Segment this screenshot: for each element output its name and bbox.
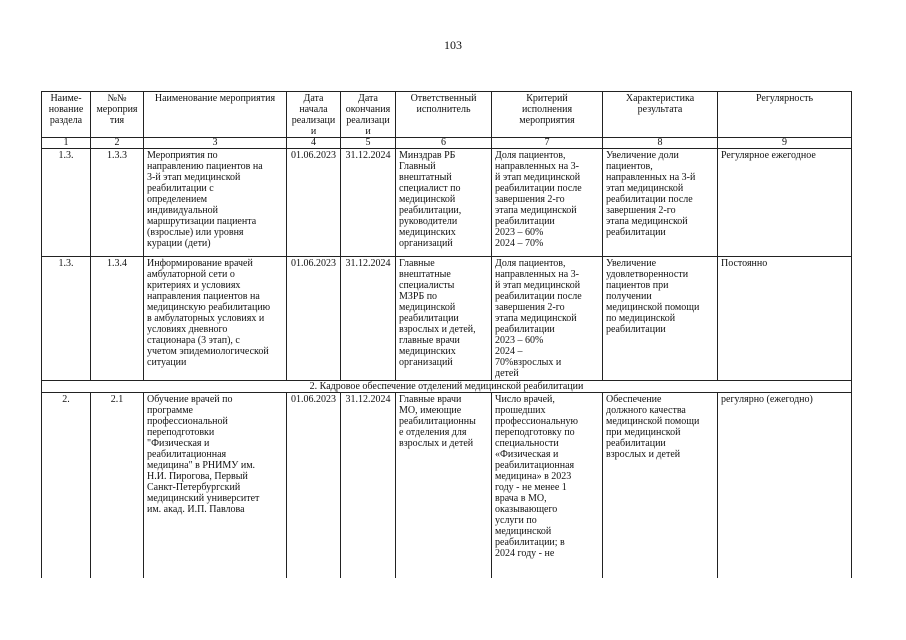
column-number: 3 — [144, 138, 287, 149]
result-cell: Увеличение удовлетворенности пациентов при получении медицинской помощи по медицинской реабилитации — [603, 257, 718, 381]
end-date-cell: 31.12.2024 — [341, 149, 396, 257]
column-number-row — [42, 138, 852, 149]
start-date-cell: 01.06.2023 — [287, 393, 341, 579]
responsible-cell: Главные внештатные специалисты МЗРБ по медицинской реабилитации взрослых и детей, главные врачи медицинских организаций — [396, 257, 492, 381]
header-result: Характеристика результата — [603, 92, 718, 138]
table-header-row — [42, 92, 852, 138]
section-title-row — [42, 381, 852, 393]
section-cell: 1.3. — [42, 257, 91, 381]
section-cell: 2. — [42, 393, 91, 579]
action-plan-table — [41, 91, 852, 578]
column-number: 6 — [396, 138, 492, 149]
header-event-name: Наименование мероприятия — [144, 92, 287, 138]
result-cell: Увеличение доли пациентов, направленных на 3-й этап медицинской реабилитации после завершения 2-го этапа медицинской реабилитации — [603, 149, 718, 257]
regularity-cell: Постоянно — [718, 257, 852, 381]
event-number-cell: 2.1 — [91, 393, 144, 579]
criterion-cell: Доля пациентов, направленных на 3- й этап медицинской реабилитации после завершения 2-го этапа медицинской реабилитации 2023 – 60% 2024 – 70%взрослых и детей — [492, 257, 603, 381]
criterion-cell: Доля пациентов, направленных на 3- й этап медицинской реабилитации после завершения 2-го этапа медицинской реабилитации 2023 – 60% 2024 – 70% — [492, 149, 603, 257]
header-event-number: №№ мероприя тия — [91, 92, 144, 138]
table-row — [42, 393, 852, 579]
column-number: 5 — [341, 138, 396, 149]
header-responsible: Ответственный исполнитель — [396, 92, 492, 138]
end-date-cell: 31.12.2024 — [341, 393, 396, 579]
header-criterion: Критерий исполнения мероприятия — [492, 92, 603, 138]
start-date-cell: 01.06.2023 — [287, 149, 341, 257]
event-name-cell: Мероприятия по направлению пациентов на 3-й этап медицинской реабилитации с определением индивидуальной маршрутизации пациента (взрослые) или уровня курации (дети) — [144, 149, 287, 257]
column-number: 9 — [718, 138, 852, 149]
header-end-date: Дата окончания реализации — [341, 92, 396, 138]
criterion-cell: Число врачей, прошедших профессиональную переподготовку по специальности «Физическая и реабилитационная медицина» в 2023 году - не менее 1 врача в МО, оказывающего услуги по медицинской реабилитации; в 2024 году - не — [492, 393, 603, 579]
header-regularity: Регулярность — [718, 92, 852, 138]
regularity-cell: регулярно (ежегодно) — [718, 393, 852, 579]
table-row — [42, 149, 852, 257]
column-number: 7 — [492, 138, 603, 149]
event-number-cell: 1.3.3 — [91, 149, 144, 257]
event-name-cell: Обучение врачей по программе профессиональной переподготовки "Физическая и реабилитационная медицина" в РНИМУ им. Н.И. Пирогова, Первый Санкт-Петербургский медицинский университет им. акад. И.П. Павлова — [144, 393, 287, 579]
section-title: 2. Кадровое обеспечение отделений медицинской реабилитации — [42, 381, 852, 393]
column-number: 8 — [603, 138, 718, 149]
column-number: 4 — [287, 138, 341, 149]
end-date-cell: 31.12.2024 — [341, 257, 396, 381]
responsible-cell: Главные врачи МО, имеющие реабилитационны е отделения для взрослых и детей — [396, 393, 492, 579]
page-number: 103 — [444, 38, 462, 52]
event-number-cell: 1.3.4 — [91, 257, 144, 381]
event-name-cell: Информирование врачей амбулаторной сети о критериях и условиях направления пациентов на медицинскую реабилитацию в амбулаторных условиях и условиях дневного стационара (3 этап), с учетом эпидемиологической ситуации — [144, 257, 287, 381]
table-row — [42, 257, 852, 381]
header-section-name: Наиме- нование раздела — [42, 92, 91, 138]
section-cell: 1.3. — [42, 149, 91, 257]
responsible-cell: Минздрав РБ Главный внештатный специалист по медицинской реабилитации, руководители медицинских организаций — [396, 149, 492, 257]
start-date-cell: 01.06.2023 — [287, 257, 341, 381]
header-start-date: Дата начала реализации — [287, 92, 341, 138]
column-number: 2 — [91, 138, 144, 149]
column-number: 1 — [42, 138, 91, 149]
result-cell: Обеспечение должного качества медицинской помощи при медицинской реабилитации взрослых и детей — [603, 393, 718, 579]
regularity-cell: Регулярное ежегодное — [718, 149, 852, 257]
